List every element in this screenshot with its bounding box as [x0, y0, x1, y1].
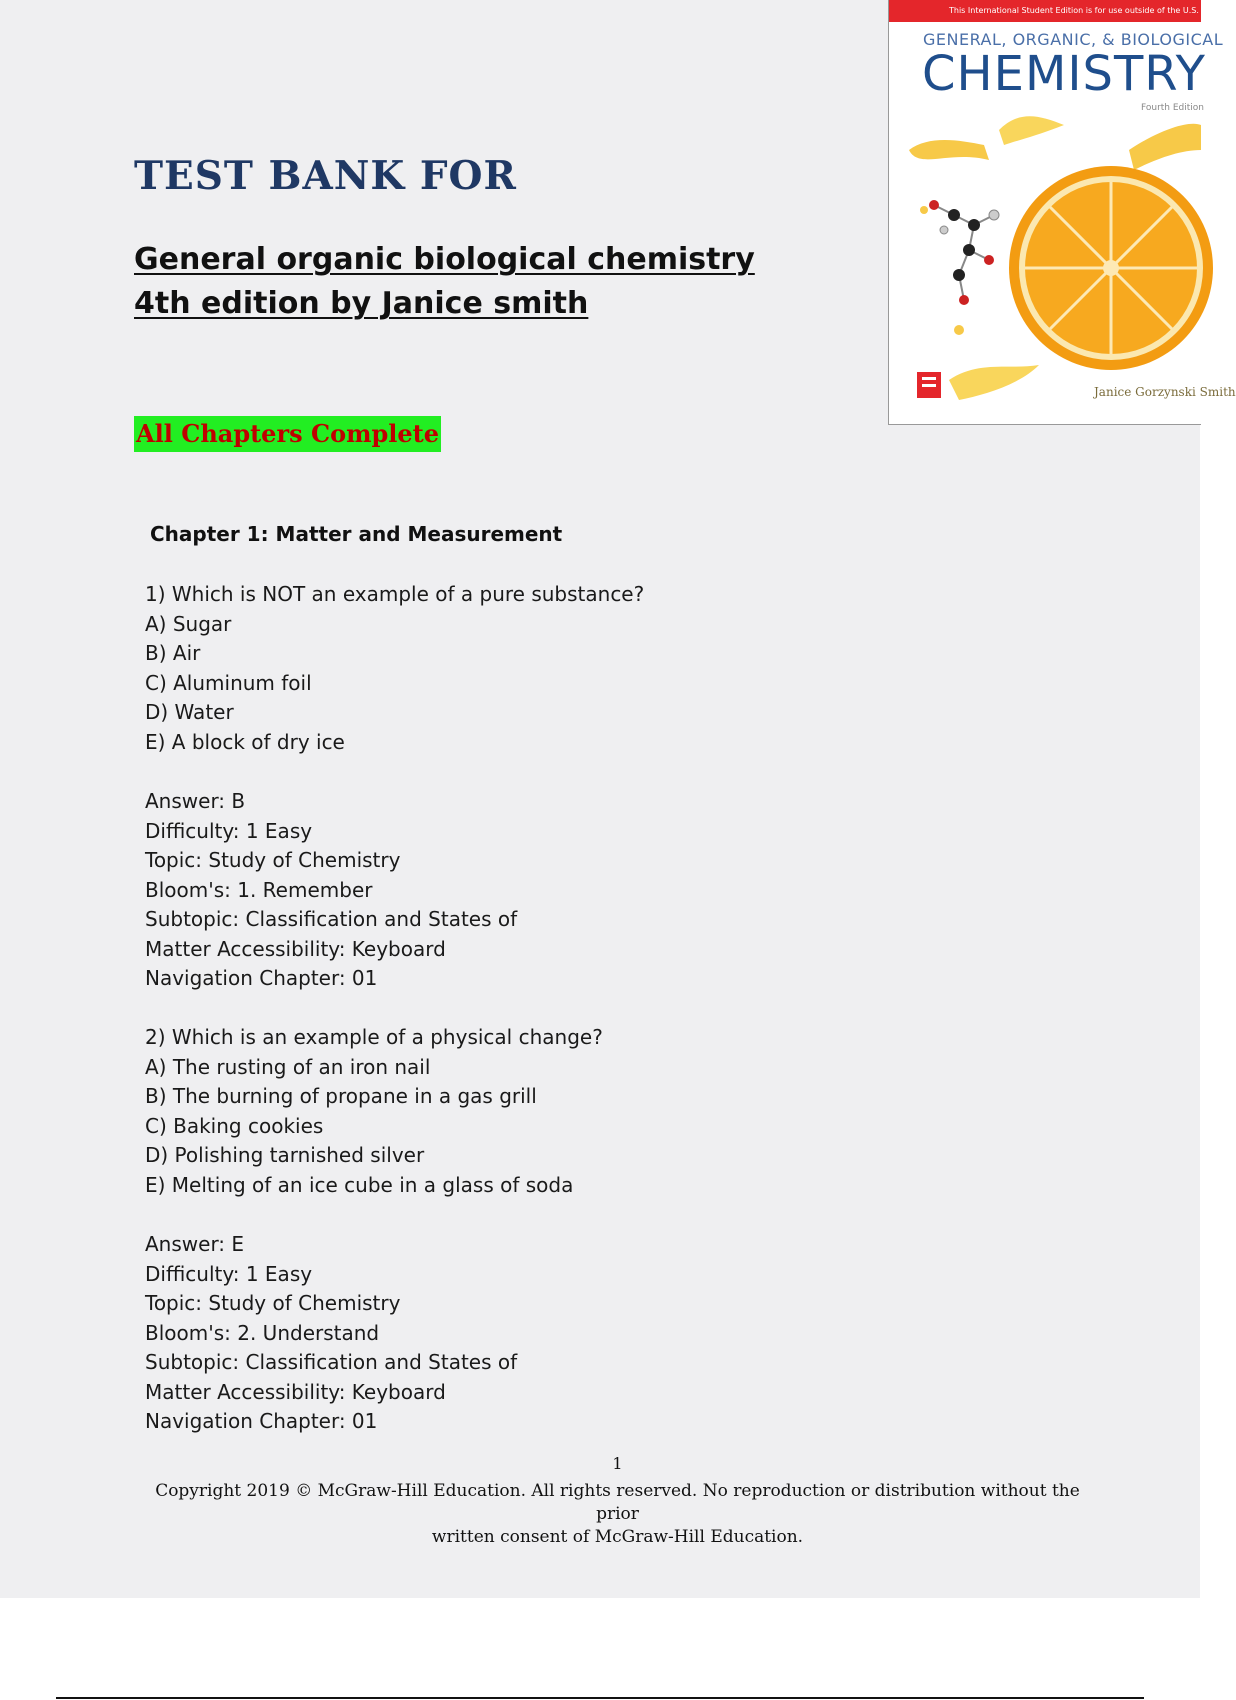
subtopic: Subtopic: Classification and States of: [145, 1350, 518, 1374]
topic: Topic: Study of Chemistry: [145, 848, 401, 872]
cover-title: CHEMISTRY: [922, 46, 1206, 102]
accessibility: Matter Accessibility: Keyboard: [145, 1379, 446, 1404]
accessibility: Matter Accessibility: Keyboard: [145, 936, 446, 961]
difficulty: Difficulty: 1 Easy: [145, 818, 313, 843]
copyright-line-2: written consent of McGraw-Hill Education.: [431, 1527, 804, 1547]
question-2-metadata: [145, 1230, 517, 1437]
book-cover-image: [888, 0, 1236, 425]
page-title: TEST BANK FOR: [134, 153, 517, 199]
book-title: [134, 238, 774, 326]
copyright-line-1: Copyright 2019 © McGraw-Hill Education. All rights reserved. No reproduction or distribution without the prior: [155, 1481, 1080, 1524]
answer-option: C) Aluminum foil: [145, 670, 312, 695]
bottom-divider: [56, 1697, 1144, 1699]
question-2: [145, 1023, 603, 1200]
cover-series: GENERAL, ORGANIC, & BIOLOGICAL: [923, 30, 1224, 49]
book-title-line-2: 4th edition by Janice smith: [134, 286, 589, 321]
page-number: 1: [612, 1454, 623, 1473]
cover-edition: Fourth Edition: [1141, 103, 1204, 113]
answer-key: Answer: B: [145, 789, 246, 813]
answer-option: B) The burning of propane in a gas grill: [145, 1084, 537, 1108]
blooms-level: Bloom's: 1. Remember: [145, 877, 373, 902]
book-title-line-1: General organic biological chemistry: [134, 242, 755, 277]
answer-option: B) Air: [145, 641, 201, 665]
chapter-ref: Navigation Chapter: 01: [145, 966, 378, 990]
answer-option: E) A block of dry ice: [145, 729, 345, 754]
copyright-notice: [150, 1480, 1085, 1549]
answer-option: D) Water: [145, 700, 234, 724]
answer-option: A) The rusting of an iron nail: [145, 1054, 431, 1079]
chapter-ref: Navigation Chapter: 01: [145, 1409, 378, 1433]
blooms-level: Bloom's: 2. Understand: [145, 1320, 380, 1345]
question-text: 1) Which is NOT an example of a pure substance?: [145, 582, 645, 606]
question-1: [145, 580, 644, 757]
answer-option: E) Melting of an ice cube in a glass of soda: [145, 1172, 574, 1197]
difficulty: Difficulty: 1 Easy: [145, 1261, 313, 1286]
highlight-banner: [134, 416, 441, 452]
subtopic: Subtopic: Classification and States of: [145, 907, 518, 931]
all-chapters-label: All Chapters Complete: [134, 416, 441, 452]
chapter-heading: Chapter 1: Matter and Measurement: [150, 522, 563, 546]
topic: Topic: Study of Chemistry: [145, 1291, 401, 1315]
answer-key: Answer: E: [145, 1232, 245, 1256]
question-text: 2) Which is an example of a physical change?: [145, 1025, 603, 1049]
answer-option: D) Polishing tarnished silver: [145, 1143, 425, 1167]
question-1-metadata: [145, 787, 517, 994]
answer-option: A) Sugar: [145, 611, 232, 636]
cover-author: Janice Gorzynski Smith: [1094, 385, 1236, 399]
cover-band-text: This International Student Edition is for use outside of the U.S.: [949, 6, 1199, 15]
answer-option: C) Baking cookies: [145, 1113, 324, 1138]
